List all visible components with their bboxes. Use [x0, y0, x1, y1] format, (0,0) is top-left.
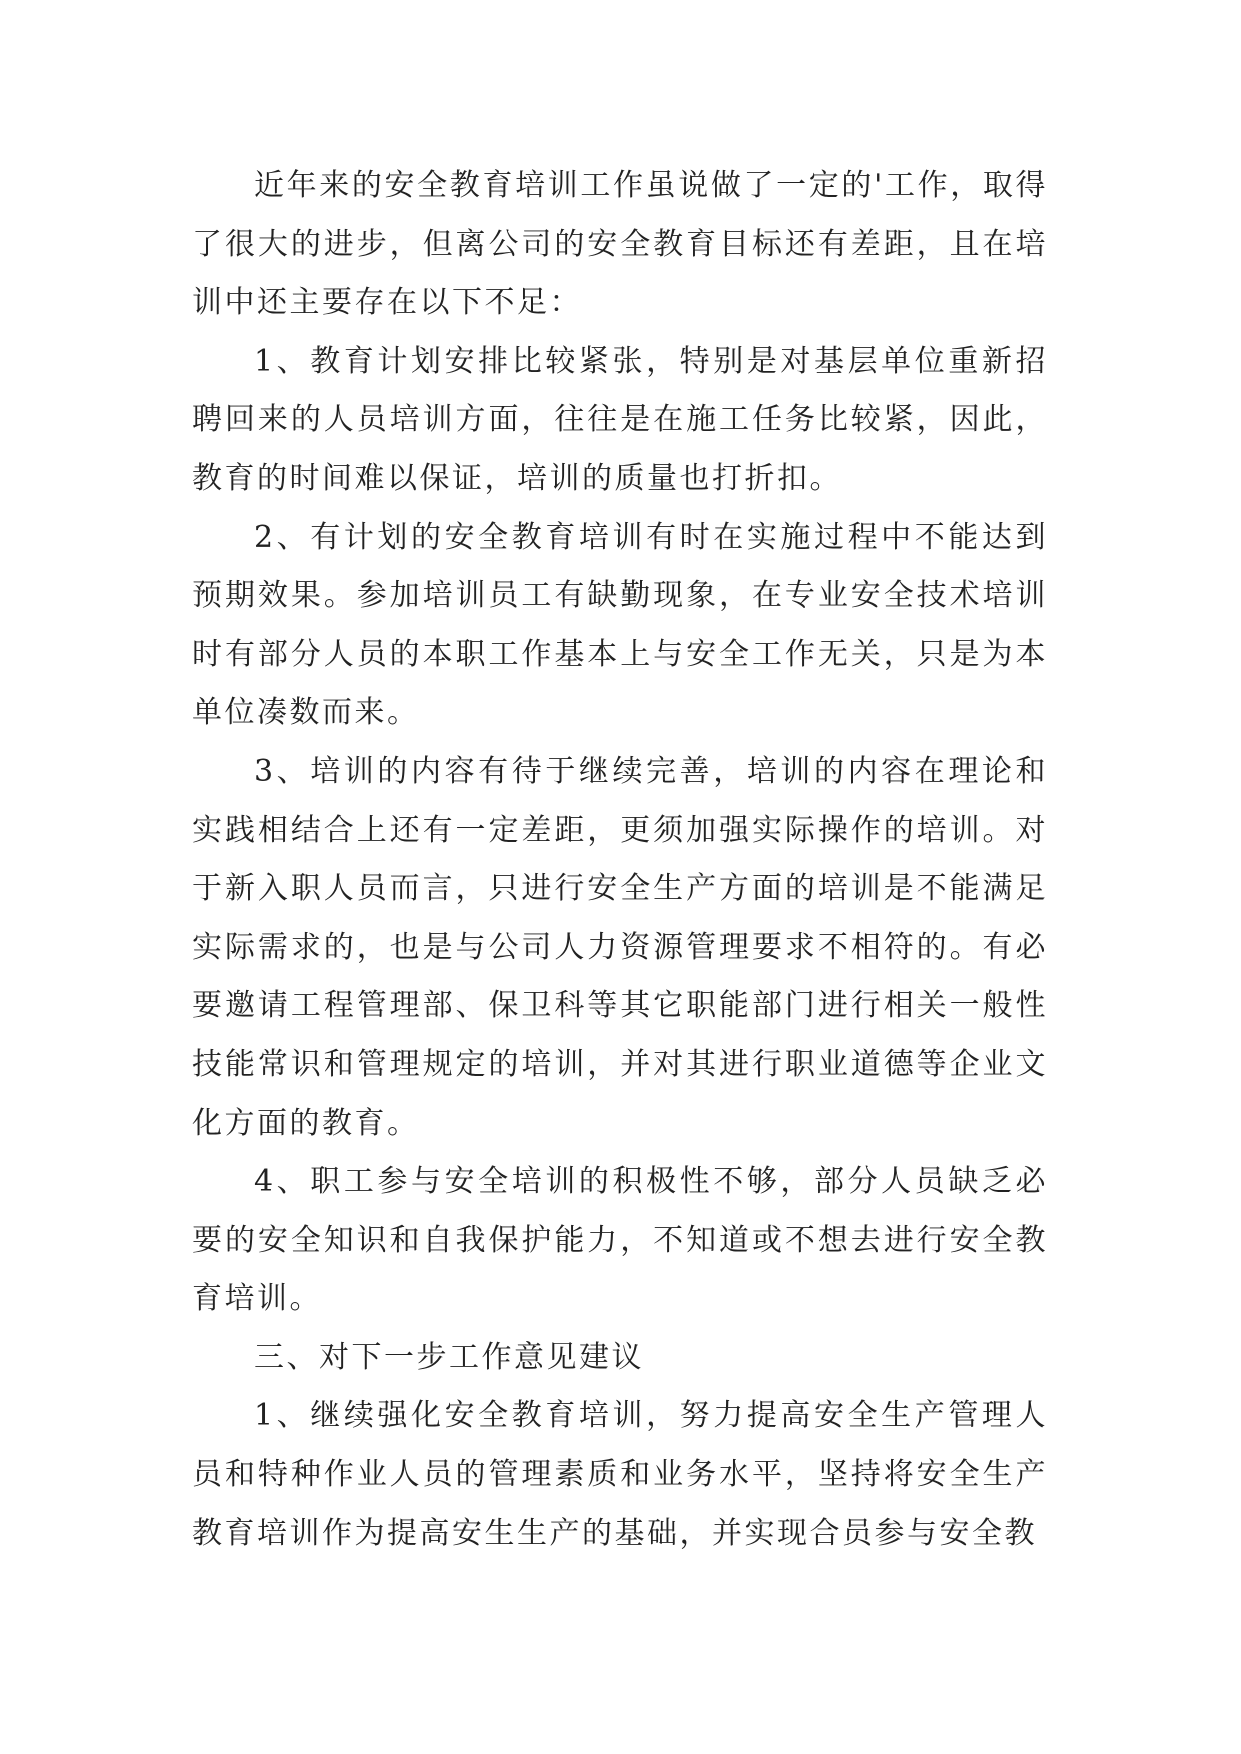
- paragraph-item-4: 4、职工参与安全培训的积极性不够，部分人员缺乏必要的安全知识和自我保护能力，不知道或不想去进行安全教育培训。: [192, 1164, 1048, 1317]
- document-body: [192, 157, 1048, 1563]
- paragraph-item-3: 3、培训的内容有待于继续完善，培训的内容在理论和实践相结合上还有一定差距，更须加强实际操作的培训。对于新入职人员而言，只进行安全生产方面的培训是不能满足实际需求的，也是与公司人力资源管理要求不相符的。有必要邀请工程管理部、保卫科等其它职能部门进行相关一般性技能常识和管理规定的培训，并对其进行职业道德等企业文化方面的教育。: [192, 753, 1048, 1141]
- paragraph-item-2: 2、有计划的安全教育培训有时在实施过程中不能达到预期效果。参加培训员工有缺勤现象，在专业安全技术培训时有部分人员的本职工作基本上与安全工作无关，只是为本单位凑数而来。: [192, 519, 1048, 731]
- paragraph-item-1: 1、教育计划安排比较紧张，特别是对基层单位重新招聘回来的人员培训方面，往往是在施工任务比较紧，因此，教育的时间难以保证，培训的质量也打折扣。: [192, 343, 1048, 496]
- paragraph-suggestion-1: 1、继续强化安全教育培训，努力提高安全生产管理人员和特种作业人员的管理素质和业务水平，坚持将安全生产教育培训作为提高安生生产的基础，并实现合员参与安全教: [192, 1398, 1048, 1551]
- paragraph-intro: 近年来的安全教育培训工作虽说做了一定的'工作，取得了很大的进步，但离公司的安全教育目标还有差距，且在培训中还主要存在以下不足：: [192, 168, 1048, 321]
- section-heading: 三、对下一步工作意见建议: [254, 1339, 644, 1375]
